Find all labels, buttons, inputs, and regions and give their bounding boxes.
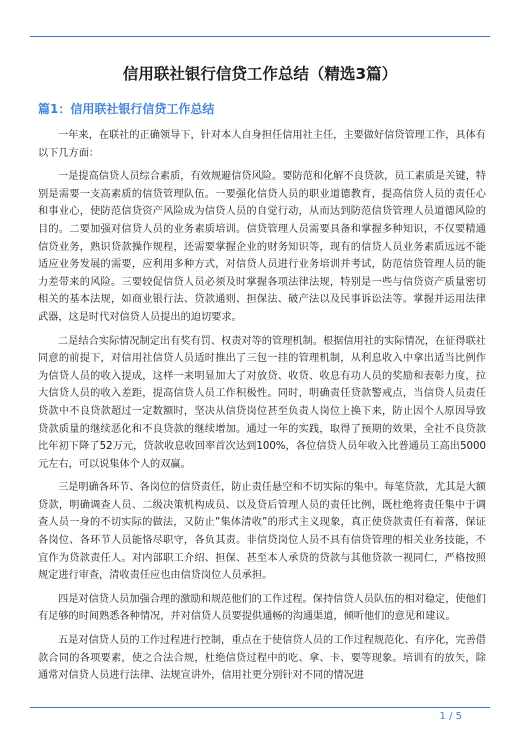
paragraph-4: 四是对信贷人员加强合理的激励和规范他们的工作过程。保持信贷人员队伍的相对稳定，使他们有足够的时间熟悉各种情况，并对信贷人员要提供通畅的沟通渠道，倾听他们的意见和建议。	[38, 593, 486, 623]
paragraph-2: 二是结合实际情况制定出有奖有罚、权责对等的管理机制。根据信用社的实际情况，在征得联社同意的前提下，对信用社信贷人员适时推出了三包一挂的管理机制，从利息收入中拿出适当比例作为信贷人员的收入提成，这样一来明显加大了对放贷、收贷、收息有功人员的奖励和表彰力度，拉大信贷人员的收入差距，提高信贷人员工作积极性。同时，明确责任贷款警戒点，当信贷人员责任贷款中不良贷款超过一定数额时，坚决从信贷岗位甚至负责人岗位上换下来，防止因个人原因导致贷款质量的继续恶化和不良贷款的继续增加。通过一年的实践，取得了预期的效果，全社不良贷款比年初下降了52万元，贷款收息收回率首次达到100%，各位信贷人员年收入比普通员工高出5000元左右，可以说集体个人的双赢。	[38, 335, 486, 470]
paragraph-3: 三是明确各环节、各岗位的信贷责任，防止责任悬空和不切实际的集中。每笔贷款，尤其是大额贷款，明确调查人员、二级决策机构成员、以及贷后管理人员的责任比例，既杜绝将责任集中于调查人员一身的不切实际的做法，又防止”集体清收”的形式主义现象，真正使贷款责任有着落，保证各岗位、各环节人员能恪尽职守，各负其责。非信贷岗位人员不具有信贷管理的相关业务技能，不宜作为贷款责任人。对内部职工介绍、担保、甚至本人承贷的贷款与其他贷款一视同仁，严格按照规定进行审查，清收责任应也由信贷岗位人员承担。	[38, 482, 486, 582]
paragraph-intro: 一年来，在联社的正确领导下，针对本人自身担任信用社主任，主要做好信贷管理工作，具体有以下几方面：	[38, 130, 486, 159]
header-rule	[30, 36, 490, 37]
document-body	[38, 127, 486, 691]
paragraph-1: 一是提高信贷人员综合素质，有效规避信贷风险。要防范和化解不良贷款，员工素质是关键，特别是需要一支高素质的信贷管理队伍。一要强化信贷人员的职业道德教育，提高信贷人员的责任心和事业心，使防范信贷资产风险成为信贷人员的自觉行动，从而达到防范信贷管理人员道德风险的目的。二要加强对信贷人员的业务素质培训。信贷管理人员需要具备和掌握多种知识，不仅要精通信贷业务，熟识贷款操作规程，还需要掌握企业的财务知识等，现有的信贷人员业务素质远远不能适应业务发展的需要，应利用多种方式，对信贷人员进行业务培训并考试，防范信贷管理人员的能力差带来的风险。三要较促信贷人员必须及时掌握各项法律法规，特别是一些与信贷资产质量密切相关的基本法规，如商业银行法、贷款通则、担保法、破产法以及民事诉讼法等。掌握并运用法律武器，这是时代对信贷人员提出的迫切要求。	[38, 171, 486, 323]
document-title: 信用联社银行信贷工作总结（精选3篇）	[122, 65, 398, 83]
page-number: 1 / 5	[439, 711, 462, 722]
paragraph-5: 五是对信贷人员的工作过程进行控制，重点在于使信贷人员的工作过程规范化、有序化，完善借款合同的各项要素，使之合法合规，杜绝信贷过程中的吃、拿、卡、要等现象。培训有的放矢，除通常对信贷人员进行法律、法规宣讲外，信用社更分别针对不同的情况进	[38, 635, 486, 682]
section-heading: 篇1：信用联社银行信贷工作总结	[38, 102, 215, 116]
footer-rule	[30, 707, 490, 708]
